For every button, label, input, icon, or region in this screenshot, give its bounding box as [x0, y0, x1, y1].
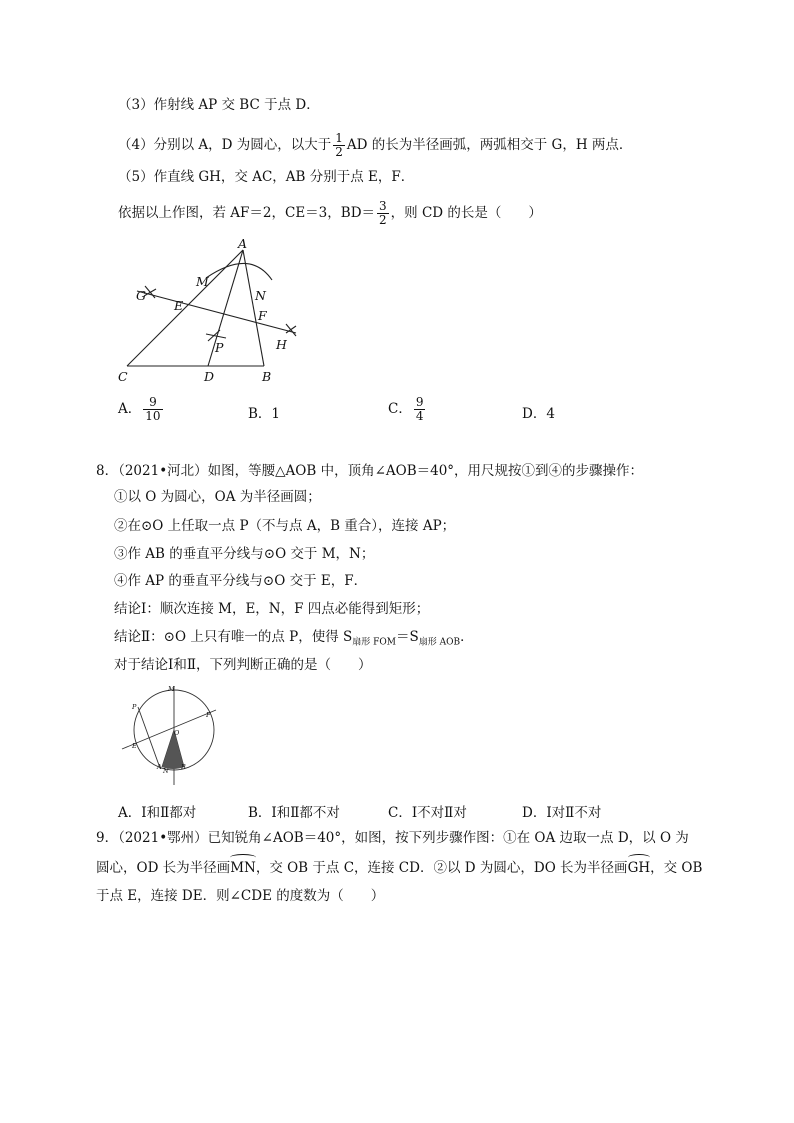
q7-label-n: N: [255, 288, 266, 303]
q7-label-h: H: [276, 337, 287, 352]
q7-step4-frac-num: 1: [335, 131, 343, 145]
q7-option-b[interactable]: B．1: [248, 406, 281, 422]
q7-question-post: ，则 CD 的长是（ ）: [390, 205, 542, 221]
q7-step4-frac-den: 2: [335, 145, 343, 159]
q9-line2-pre: 圆心，OD 长为半径画: [96, 860, 231, 876]
q8-label-n: N: [163, 767, 169, 775]
q7-option-a-fraction: [143, 396, 162, 423]
q8-label-a: A: [157, 763, 162, 771]
q7-question-fraction: [377, 200, 389, 227]
q8-conclusion2-post: ．: [460, 629, 474, 645]
q7-option-a[interactable]: [118, 396, 165, 423]
q8-circle-figure: [112, 683, 222, 791]
q7-question: [118, 196, 542, 230]
q7-step4-fraction: [333, 132, 345, 159]
q9-line3: 于点 E，连接 DE．则∠CDE 的度数为（ ）: [96, 888, 385, 904]
q8-step1: ①以 O 为圆心，OA 为半径画圆；: [114, 489, 321, 505]
q7-label-f: F: [258, 308, 267, 323]
q8-label-o: O: [174, 729, 180, 737]
q9-line2-post: ，交 OB: [650, 860, 703, 876]
q7-option-a-den: 10: [145, 409, 161, 423]
q8-label-m: M: [168, 685, 175, 693]
q7-step4-text-pre: （4）分别以 A，D 为圆心，以大于: [118, 137, 332, 153]
q8-option-b[interactable]: B．Ⅰ和Ⅱ都不对: [248, 805, 340, 821]
q7-line-gh: [137, 291, 296, 333]
q7-label-p: P: [215, 340, 224, 355]
q7-label-e: E: [174, 298, 184, 313]
q8-option-a[interactable]: A．Ⅰ和Ⅱ都对: [118, 805, 197, 821]
q8-label-p: P: [132, 703, 137, 711]
q9-arc-mn: MN: [230, 860, 256, 876]
q8-conclusion1: 结论Ⅰ：顺次连接 M，E，N，F 四点必能得到矩形；: [114, 601, 430, 617]
q8-conclusion2: [114, 628, 474, 652]
q7-question-frac-num: 3: [379, 199, 387, 213]
q7-triangle-figure: [110, 238, 310, 386]
q8-header: 8．（2021•河北）如图，等腰△AOB 中，顶角∠AOB＝40°，用尺规按①到④的步骤操作：: [96, 463, 644, 479]
q8-option-c[interactable]: C．Ⅰ不对Ⅱ对: [388, 805, 467, 821]
q8-label-f: F: [206, 711, 211, 719]
q8-line-ap: [138, 707, 160, 768]
q7-question-frac-den: 2: [379, 213, 387, 227]
q7-option-c[interactable]: [388, 396, 427, 423]
q8-label-b: B: [181, 763, 186, 771]
q9-arc-gh: GH: [627, 860, 651, 876]
q7-step5: （5）作直线 GH，交 AC，AB 分别于点 E，F．: [118, 169, 415, 185]
q9-line2-mid: ，交 OB 于点 C，连接 CD．②以 D 为圆心，DO 长为半径画: [255, 860, 628, 876]
q7-option-a-num: 9: [143, 396, 162, 410]
q7-step4-text-post: AD 的长为半径画弧，两弧相交于 G，H 两点．: [346, 137, 633, 153]
q8-conclusion2-sub1: 扇形 FOM: [352, 637, 396, 648]
q7-label-g: G: [136, 288, 146, 303]
q8-conclusion2-pre: 结论Ⅱ：⊙O 上只有唯一的点 P，使得 S: [114, 629, 353, 645]
q8-conclusion2-sub2: 扇形 AOB: [418, 637, 461, 648]
q8-step2: ②在⊙O 上任取一点 P（不与点 A，B 重合），连接 AP；: [114, 518, 456, 534]
q7-label-c: C: [118, 369, 128, 384]
q7-label-m: M: [196, 274, 209, 289]
q7-label-b: B: [262, 369, 272, 384]
q7-option-c-den: 4: [415, 409, 424, 423]
q7-step4: [118, 128, 632, 162]
q7-option-c-num: 9: [415, 395, 424, 409]
q7-question-pre: 依据以上作图，若 AF＝2，CE＝3，BD＝: [118, 205, 376, 221]
q8-question: 对于结论Ⅰ和Ⅱ，下列判断正确的是（ ）: [114, 657, 372, 673]
q7-step3: （3）作射线 AP 交 BC 于点 D．: [118, 97, 320, 113]
q7-label-a: A: [238, 238, 248, 251]
q7-option-c-label: C．: [388, 401, 412, 417]
q9-line1: 9．（2021•鄂州）已知锐角∠AOB＝40°，如图，按下列步骤作图：①在 OA 边取一点 D，以 O 为: [96, 830, 689, 846]
q7-option-a-label: A．: [118, 401, 142, 417]
q8-step4: ④作 AP 的垂直平分线与⊙O 交于 E，F．: [114, 573, 368, 589]
q8-option-d[interactable]: D．Ⅰ对Ⅱ不对: [522, 805, 602, 821]
q8-conclusion2-mid: ＝S: [395, 629, 419, 645]
q7-label-d: D: [204, 369, 215, 384]
q7-option-d[interactable]: D．4: [522, 406, 555, 422]
q7-mark-p1: [206, 334, 226, 338]
q8-label-e: E: [132, 742, 137, 750]
q8-step3: ③作 AB 的垂直平分线与⊙O 交于 M，N；: [114, 546, 375, 562]
q7-option-c-fraction: [414, 396, 426, 423]
q9-line2: [96, 859, 702, 877]
